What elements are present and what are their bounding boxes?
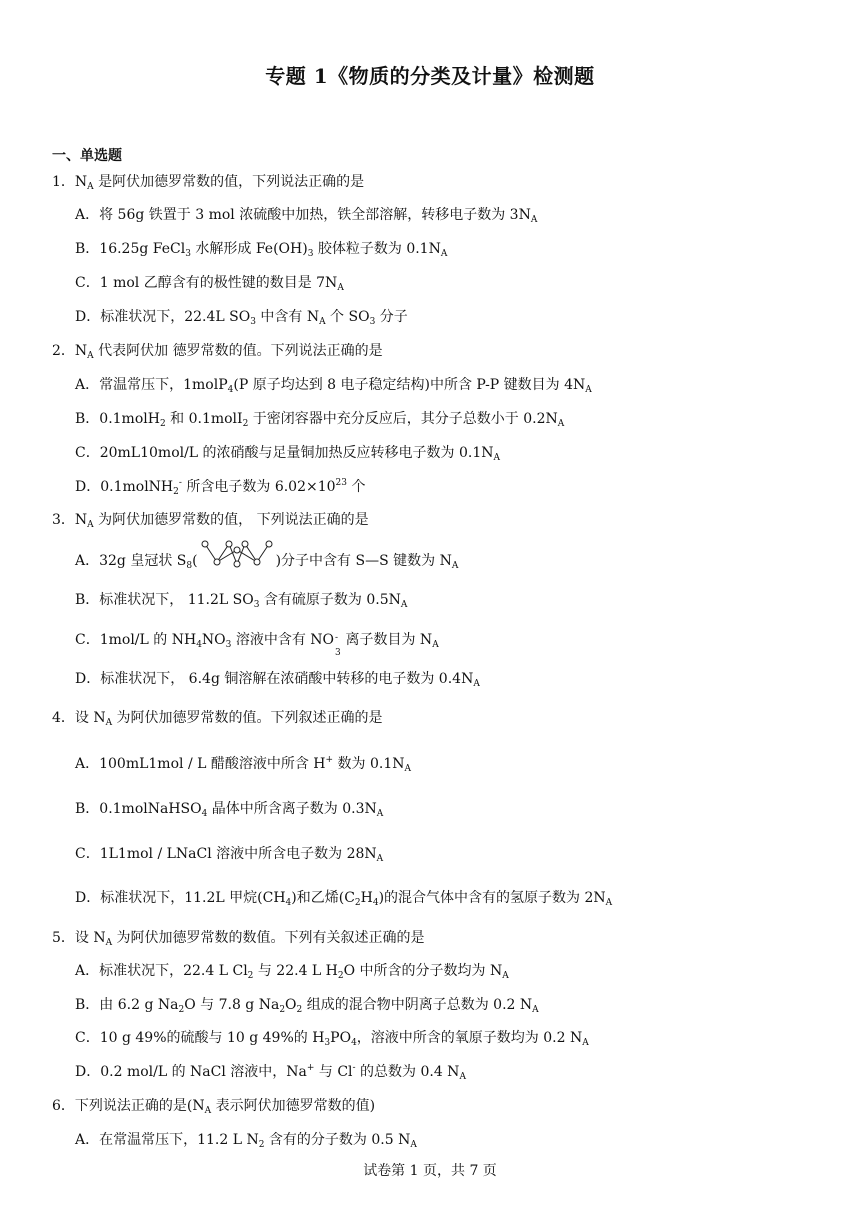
question-2-option-d: D．0.1molNH$_2$- 所含电子数为 $6.02\times 10^{23}$ 个	[75, 478, 366, 497]
question-3-option-d: D．标准状况下， 6.4g 铜溶解在浓硝酸中转移的电子数为 $0.4N_A$	[75, 671, 480, 689]
question-2-stem: 2．$N_A$ 代表阿伏加 德罗常数的值。下列说法正确的是	[52, 343, 383, 361]
question-1-option-c: C．1 mol 乙醇含有的极性键的数目是 $7N_A$	[75, 275, 344, 293]
question-6-option-a: A．在常温常压下，11.2 L $N_2$ 含有的分子数为 0.5 $N_A$	[75, 1132, 417, 1150]
question-5-option-c: C．10 g 49%的硫酸与 10 g 49%的 $H_3PO_4$，溶液中所含的氧原子数均为 0.2 $N_A$	[75, 1030, 589, 1048]
question-2-option-c: C．20mL10mol/L 的浓硝酸与足量铜加热反应转移电子数为 $0.1N_A$	[75, 445, 501, 463]
question-3-option-b: B．标准状况下， 11.2L $SO_3$ 含有硫原子数为 $0.5N_A$	[75, 592, 408, 610]
question-5-stem: 5．设 $N_A$ 为阿伏加德罗常数的数值。下列有关叙述正确的是	[52, 930, 425, 948]
question-1-option-a: A．将 56g 铁置于 3 mol 浓硫酸中加热，铁全部溶解，转移电子数为 $3N_A$	[75, 207, 538, 225]
question-4-stem: 4．设 $N_A$ 为阿伏加德罗常数的值。下列叙述正确的是	[52, 710, 383, 728]
question-4-option-b: B．0.1molNaHSO$_4$ 晶体中所含离子数为 $0.3N_A$	[75, 801, 384, 819]
question-4-option-a: A．100mL1mol / L 醋酸溶液中所含 H+ 数为 $0.1N_A$	[75, 755, 411, 774]
question-1-option-b: B．16.25g FeCl$_3$ 水解形成 $Fe(OH)_3$ 胶体粒子数为 $0.1N_A$	[75, 241, 448, 259]
question-4-option-d: D．标准状况下，11.2L 甲烷$(CH_4)$和乙烯$(C_2H_4)$的混合气体中含有的氢原子数为 $2N_A$	[75, 890, 613, 908]
question-3-option-a: A．32g 皇冠状 $S_8$( )分子中含有 S—S 键数为 $N_A$	[75, 550, 458, 572]
question-6-stem: 6．下列说法正确的是($N_A$ 表示阿伏加德罗常数的值)	[52, 1098, 376, 1116]
question-1-stem: 1．$N_A$ 是阿伏加德罗常数的值，下列说法正确的是	[52, 174, 365, 192]
section-heading: 一、单选题	[52, 148, 122, 164]
question-5-option-b: B．由 6.2 g $Na_2O$ 与 7.8 g $Na_2O_2$ 组成的混合物中阴离子总数为 0.2 $N_A$	[75, 997, 539, 1015]
question-2-option-a: A．常温常压下，1molP$_4$(P 原子均达到 8 电子稳定结构)中所含 P-P 键数目为 $4N_A$	[75, 377, 592, 395]
page-footer: 试卷第 1 页，共 7 页	[363, 1163, 497, 1179]
page-title: 专题 1《物质的分类及计量》检测题	[265, 64, 595, 88]
question-5-option-d: D．0.2 mol/L 的 NaCl 溶液中，Na+ 与 Cl- 的总数为 0.4 $N_A$	[75, 1063, 466, 1082]
question-5-option-a: A．标准状况下，22.4 L $Cl_2$ 与 22.4 L $H_2O$ 中所含的分子数均为 $N_A$	[75, 963, 509, 981]
question-3-stem: 3．$N_A$ 为阿伏加德罗常数的值， 下列说法正确的是	[52, 512, 369, 530]
question-2-option-b: B．0.1molH$_2$ 和 0.1molI$_2$ 于密闭容器中充分反应后，其分子总数小于 $0.2N_A$	[75, 411, 565, 429]
question-4-option-c: C．1L1mol / LNaCl 溶液中所含电子数为 $28N_A$	[75, 846, 384, 864]
question-1-option-d: D．标准状况下，22.4L $SO_3$ 中含有 $N_A$ 个 $SO_3$ 分子	[75, 309, 408, 327]
question-3-option-c: C．1mol/L 的 $NH_4NO_3$ 溶液中含有 NO - 3 离子数目为 $N_A$	[75, 632, 439, 658]
s8-crown-molecule-image	[200, 538, 274, 572]
